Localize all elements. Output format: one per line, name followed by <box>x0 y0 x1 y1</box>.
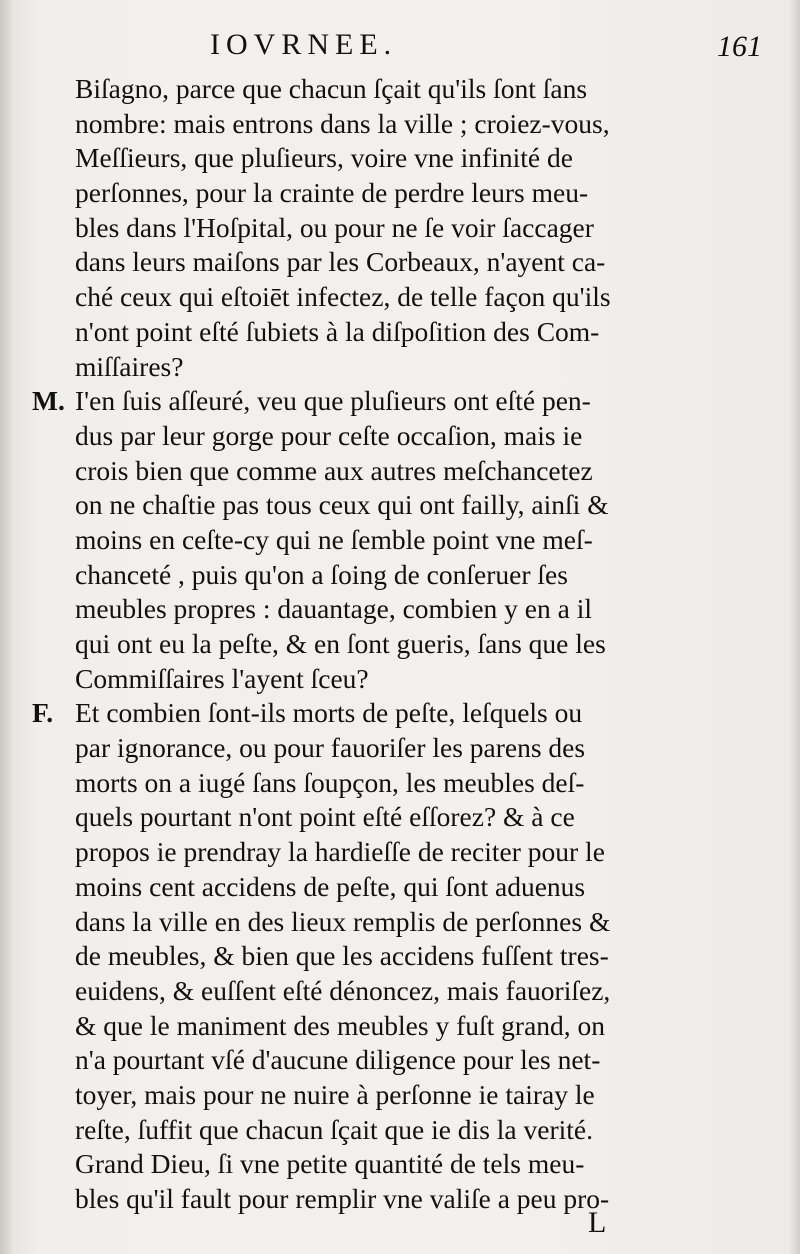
line-text: dans la ville en des lieux remplis de perſonnes & <box>75 905 611 937</box>
text-line <box>40 419 755 454</box>
text-line <box>40 592 755 627</box>
text-line <box>40 1147 755 1182</box>
line-text: bles qu'il fault pour remplir vne valiſe a peu pro- <box>75 1183 610 1214</box>
page-number: 161 <box>717 30 762 63</box>
line-text: crois bien que comme aux autres meſchancetez <box>75 454 593 486</box>
line-text: moins en ceſte-cy qui ne ſemble point vne meſ- <box>75 523 593 555</box>
text-line <box>40 800 755 835</box>
line-text: meubles propres : dauantage, combien y en a il <box>75 593 592 625</box>
line-text: reſte, ſuffit que chacun ſçait que ie dis la verité. <box>75 1113 593 1145</box>
line-text: Grand Dieu, ſi vne petite quantité de tels meu- <box>75 1148 585 1180</box>
text-line <box>40 1009 755 1044</box>
line-text: chanceté , puis qu'on a ſoing de conſeruer ſes <box>75 558 568 590</box>
text-line <box>40 835 755 870</box>
text-line <box>40 1113 755 1148</box>
line-text: Commiſſaires l'ayent ſceu? <box>75 662 369 694</box>
text-line <box>40 905 755 940</box>
line-text: Biſagno, parce que chacun ſçait qu'ils ſont ſans <box>75 73 588 104</box>
line-text: morts on a iugé ſans ſoupçon, les meubles deſ- <box>75 766 585 798</box>
line-text: I'en ſuis aſſeuré, veu que pluſieurs ont eſté pen- <box>75 385 591 417</box>
text-line <box>32 384 755 419</box>
line-text: propos ie prendray la hardieſſe de reciter pour le <box>75 836 605 868</box>
line-text: dans leurs maiſons par les Corbeaux, n'ayent ca- <box>75 246 606 278</box>
text-line <box>40 454 755 489</box>
line-text: n'ont point eſté ſubiets à la diſpoſition des Com- <box>75 315 600 347</box>
line-text: moins cent accidens de peſte, qui ſont aduenus <box>75 870 586 902</box>
line-text: de meubles, & bien que les accidens fuſſent tres- <box>75 940 609 972</box>
line-text: Meſſieurs, que pluſieurs, voire vne infinité de <box>75 142 573 174</box>
line-text: Et combien ſont-ils morts de peſte, leſquels ou <box>75 697 583 729</box>
text-line <box>40 280 755 315</box>
line-text: nombre: mais entrons dans la ville ; croiez-vous, <box>75 107 610 139</box>
text-line <box>32 696 755 731</box>
text-line <box>40 72 755 107</box>
line-text: bles dans l'Hoſpital, ou pour ne ſe voir ſaccager <box>75 211 594 243</box>
text-line <box>40 558 755 593</box>
text-line <box>40 1182 755 1217</box>
text-line <box>40 627 755 662</box>
line-text: perſonnes, pour la crainte de perdre leurs meu- <box>75 177 589 209</box>
text-line <box>40 350 755 385</box>
running-head: IOVRNEE. <box>210 28 398 61</box>
text-line <box>40 731 755 766</box>
text-line <box>40 245 755 280</box>
speaker-label: F. <box>32 697 54 729</box>
text-line <box>40 662 755 697</box>
text-line <box>40 766 755 801</box>
line-text: miſſaires? <box>75 350 184 382</box>
text-line <box>40 211 755 246</box>
text-line <box>40 974 755 1009</box>
signature-mark: L <box>588 1206 607 1239</box>
text-line <box>40 141 755 176</box>
line-text: qui ont eu la peſte, & en ſont gueris, ſans que les <box>75 628 606 659</box>
line-text: euidens, & euſſent eſté dénoncez, mais fauoriſez, <box>75 974 611 1006</box>
text-line <box>40 523 755 558</box>
line-text: & que le maniment des meubles y fuſt grand, on <box>75 1009 606 1041</box>
text-line <box>40 488 755 523</box>
text-line <box>40 1078 755 1113</box>
line-text: n'a pourtant vſé d'aucune diligence pour les net- <box>75 1044 601 1076</box>
line-text: toyer, mais pour ne nuire à perſonne ie tairay le <box>75 1078 595 1110</box>
line-text: dus par leur gorge pour ceſte occaſion, mais ie <box>75 419 583 451</box>
page-edge-shadow <box>788 0 800 1254</box>
line-text: ché ceux qui eſtoiēt infectez, de telle façon qu'ils <box>75 281 611 313</box>
line-text: par ignorance, ou pour fauoriſer les parens des <box>75 732 586 764</box>
body-text <box>32 72 755 1217</box>
text-line <box>40 870 755 905</box>
text-line <box>40 939 755 974</box>
line-text: quels pourtant n'ont point eſté eſſorez? & à ce <box>75 801 575 833</box>
page-header <box>0 28 800 68</box>
text-line <box>40 315 755 350</box>
text-line <box>40 176 755 211</box>
line-text: on ne chaſtie pas tous ceux qui ont failly, ainſi & <box>75 489 609 521</box>
text-line <box>40 107 755 142</box>
text-line <box>40 1043 755 1078</box>
speaker-label: M. <box>32 385 65 417</box>
